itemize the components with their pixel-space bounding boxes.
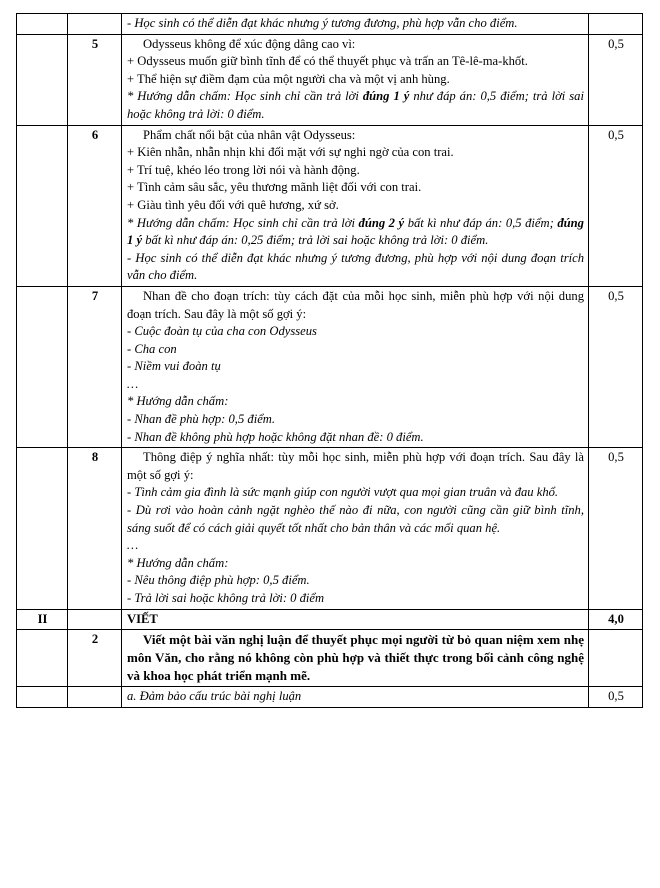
guide-emphasis: đúng 1 ý xyxy=(127,215,584,248)
suggestion: - Tình cảm gia đình là sức mạnh giúp con người vượt qua mọi gian truân và đau khổ. xyxy=(127,485,559,500)
question-number: 5 xyxy=(68,34,122,125)
section-number: II xyxy=(17,609,68,630)
answer-item: + Trí tuệ, khéo léo trong lời nói và hành động. xyxy=(127,162,360,177)
question-number-cell xyxy=(68,609,122,630)
grading-table xyxy=(16,13,643,708)
guide-text: bất kì như đáp án: 0,5 điểm; xyxy=(404,215,558,230)
guide-text: * Hướng dẫn chấm: Học sinh chỉ cần trả lời xyxy=(127,89,363,104)
part-cell xyxy=(17,687,68,708)
guide-emphasis: đúng 2 ý xyxy=(358,215,405,230)
answer-cell xyxy=(122,125,589,286)
suggestion: - Cuộc đoàn tụ của cha con Odysseus xyxy=(127,324,317,339)
question-row-6 xyxy=(17,125,643,286)
answer-item: + Tình cảm sâu sắc, yêu thương mãnh liệt đối với con trai. xyxy=(127,180,422,195)
criterion-cell xyxy=(122,687,589,708)
question-number: 6 xyxy=(68,125,122,286)
essay-prompt-cell xyxy=(122,630,589,687)
answer-cell xyxy=(122,14,589,35)
answer-cell xyxy=(122,34,589,125)
guide-line: - Trả lời sai hoặc không trả lời: 0 điểm xyxy=(127,591,325,605)
guide-emphasis: đúng 1 ý xyxy=(362,89,410,104)
criterion-row-a xyxy=(17,687,643,708)
part-cell xyxy=(17,448,68,609)
part-cell xyxy=(17,34,68,125)
essay-prompt: Viết một bài văn nghị luận để thuyết phục mọi người từ bỏ quan niệm xem nhẹ môn Văn, cho rằng nó không còn phù hợp và thiết thực trong bối cảnh công nghệ và khoa học phát triển mạnh mẽ. xyxy=(127,632,584,684)
suggestion: … xyxy=(127,538,139,553)
guide-text: * Hướng dẫn chấm: Học sinh chỉ cần trả lời xyxy=(127,215,359,230)
note-line: - Học sinh có thể diễn đạt khác nhưng ý tương đương, phù hợp vẫn cho điểm. xyxy=(127,16,518,30)
answer-item: + Giàu tình yêu đối với quê hương, xứ sở. xyxy=(127,197,339,212)
guide-line: - Nêu thông điệp phù hợp: 0,5 điểm. xyxy=(127,573,310,588)
suggestion: - Niềm vui đoàn tụ xyxy=(127,359,221,374)
part-cell xyxy=(17,630,68,687)
grading-guide xyxy=(127,215,584,250)
score-cell xyxy=(589,630,643,687)
score: 0,5 xyxy=(589,125,643,286)
guide-line: - Nhan đề phù hợp: 0,5 điểm. xyxy=(127,412,276,427)
answer-item: + Odysseus muốn giữ bình tĩnh để có thể thuyết phục và trấn an Tê-lê-ma-khốt. xyxy=(127,54,528,69)
note-line: - Học sinh có thể diễn đạt khác nhưng ý tương đương, phù hợp với nội dung đoạn trích vẫn cho điểm. xyxy=(127,250,584,283)
section-title: VIẾT xyxy=(122,609,589,630)
grading-guide xyxy=(127,88,584,123)
section-row-writing xyxy=(17,609,643,630)
answer-lead: Phẩm chất nổi bật của nhân vật Odysseus: xyxy=(143,127,356,142)
question-row-2 xyxy=(17,630,643,687)
answer-item: + Thể hiện sự điềm đạm của một người cha và một vị anh hùng. xyxy=(127,71,450,86)
answer-lead: Nhan đề cho đoạn trích: tùy cách đặt của mỗi học sinh, miễn phù hợp với nội dung đoạn trích. Sau đây là một số gợi ý: xyxy=(127,288,584,321)
guide-text: bất kì như đáp án: 0,25 điểm; trả lời sai hoặc không trả lời: 0 điểm. xyxy=(142,233,489,248)
score: 0,5 xyxy=(589,448,643,609)
answer-lead: Odysseus không để xúc động dâng cao vì: xyxy=(143,36,356,51)
part-cell xyxy=(17,14,68,35)
guide-title: * Hướng dẫn chấm: xyxy=(127,394,229,409)
answer-cell xyxy=(122,448,589,609)
question-number-cell xyxy=(68,687,122,708)
answer-cell xyxy=(122,286,589,447)
score: 0,5 xyxy=(589,34,643,125)
score: 0,5 xyxy=(589,687,643,708)
answer-item: + Kiên nhẫn, nhẫn nhịn khi đối mặt với sự nghi ngờ của con trai. xyxy=(127,145,454,160)
guide-line: - Nhan đề không phù hợp hoặc không đặt nhan đề: 0 điểm. xyxy=(127,429,424,444)
question-row-7 xyxy=(17,286,643,447)
question-row-8 xyxy=(17,448,643,609)
question-row-5 xyxy=(17,34,643,125)
continuation-row xyxy=(17,14,643,35)
question-number: 2 xyxy=(68,630,122,687)
suggestion: - Cha con xyxy=(127,341,177,356)
score: 0,5 xyxy=(589,286,643,447)
question-number: 8 xyxy=(68,448,122,609)
suggestion: - Dù rơi vào hoàn cảnh ngặt nghèo thế nào đi nữa, con người cũng cần giữ bình tĩnh, sáng suốt để có cách giải quyết tốt nhất cho bản thân và các mối quan hệ. xyxy=(127,503,584,535)
criterion-text: a. Đảm bảo cấu trúc bài nghị luận xyxy=(127,689,302,704)
question-number: 7 xyxy=(68,286,122,447)
guide-title: * Hướng dẫn chấm: xyxy=(127,555,229,570)
suggestion: … xyxy=(127,376,139,391)
answer-lead: Thông điệp ý nghĩa nhất: tùy mỗi học sinh, miễn phù hợp với đoạn trích. Sau đây là một số gợi ý: xyxy=(127,450,584,482)
part-cell xyxy=(17,125,68,286)
guide-text: như đáp án: 0,5 điểm; trả lời sai hoặc không trả lời: 0 điểm. xyxy=(127,89,584,121)
section-score: 4,0 xyxy=(589,609,643,630)
score-cell xyxy=(589,14,643,35)
part-cell xyxy=(17,286,68,447)
question-number-cell xyxy=(68,14,122,35)
